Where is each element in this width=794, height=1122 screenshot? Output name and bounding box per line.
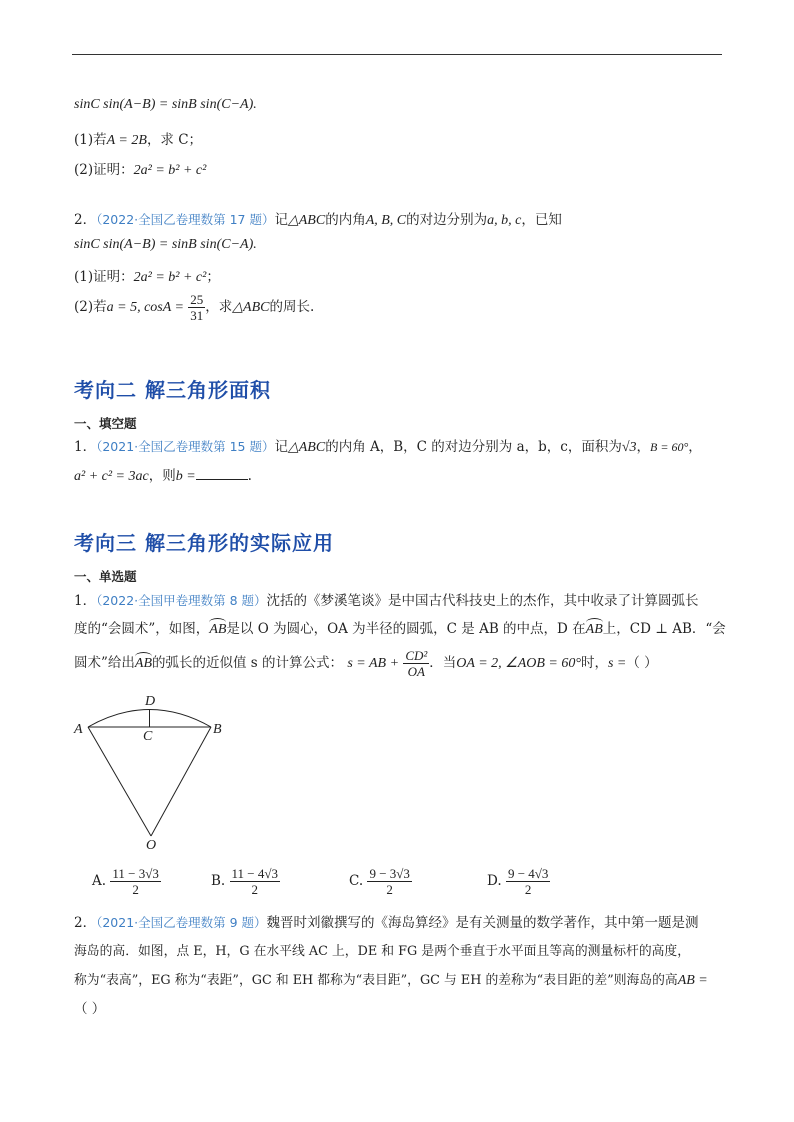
answer-variable: b = bbox=[175, 469, 196, 484]
option-label: D. bbox=[487, 873, 502, 889]
fraction-denominator: 2 bbox=[524, 882, 532, 897]
segment-bo bbox=[151, 727, 211, 836]
text: 沈括的《梦溪笔谈》是中国古代科技史上的杰作，其中收录了计算圆弧长 bbox=[266, 593, 699, 609]
problem-2-line1 bbox=[74, 208, 562, 229]
option-fraction bbox=[110, 866, 160, 897]
condition-math: a² + c² = 3ac bbox=[74, 469, 149, 484]
area-math: √3 bbox=[621, 440, 637, 455]
text: 的内角 A，B，C 的对边分别为 a，b，c，面积为 bbox=[325, 439, 622, 455]
arc-figure bbox=[70, 690, 240, 855]
text: ， bbox=[636, 439, 651, 455]
text: 时， bbox=[580, 655, 608, 671]
q1-line1 bbox=[74, 589, 699, 609]
fraction-denominator: 2 bbox=[251, 882, 258, 897]
text: . bbox=[247, 468, 252, 484]
answer-variable: s = bbox=[607, 656, 627, 671]
condition-math: OA = 2, ∠AOB = 60° bbox=[456, 656, 581, 671]
text: 记 bbox=[274, 212, 288, 228]
fill-problem-line1 bbox=[74, 435, 702, 456]
option-fraction bbox=[367, 866, 411, 897]
label-o: O bbox=[146, 838, 157, 853]
fraction-numerator: 9 − 4√3 bbox=[507, 866, 549, 881]
text: 上，CD ⊥ AB．“会 bbox=[602, 621, 726, 637]
problem-number: 2． bbox=[74, 212, 97, 228]
proof-math: 2a² = b² + c² bbox=[133, 270, 207, 285]
part-2 bbox=[74, 158, 206, 179]
q2-line3 bbox=[74, 969, 708, 989]
part-text: ，求 C； bbox=[146, 132, 203, 148]
option-c[interactable] bbox=[349, 866, 412, 897]
answer-blank[interactable] bbox=[196, 467, 248, 480]
text: ，求 bbox=[205, 299, 233, 315]
fraction-denominator: 31 bbox=[190, 308, 204, 323]
fraction-denominator: OA bbox=[407, 664, 425, 679]
part-label: (1)证明： bbox=[74, 269, 134, 285]
problem-number: 1． bbox=[74, 593, 97, 609]
arc-ab-math: AB bbox=[585, 622, 603, 637]
fraction-numerator: 11 − 4√3 bbox=[231, 866, 278, 881]
triangle-math: △ABC bbox=[287, 440, 326, 455]
problem-number: 2． bbox=[74, 915, 97, 931]
fraction-numerator: CD² bbox=[405, 648, 428, 663]
arc-ab-math: AB bbox=[134, 656, 153, 671]
text: 称为“表高”，EG 称为“表距”，GC 和 EH 都称为“表目距”，GC 与 EH 的差称为“表目距的差”则海岛的高 bbox=[74, 973, 678, 988]
section-subheading: 一、填空题 bbox=[74, 416, 137, 431]
option-fraction bbox=[506, 866, 550, 897]
part-label: (1)若 bbox=[74, 132, 107, 148]
text: ．当 bbox=[429, 655, 457, 671]
section-heading: 考向三 解三角形的实际应用 bbox=[74, 531, 334, 555]
option-label: C. bbox=[349, 873, 364, 889]
problem-2-part-2 bbox=[74, 292, 314, 323]
text: ，则 bbox=[148, 468, 176, 484]
part-1 bbox=[74, 128, 202, 149]
answer-paren: （ ） bbox=[626, 655, 658, 671]
text: 记 bbox=[274, 439, 288, 455]
formula-fraction bbox=[403, 648, 429, 679]
fraction-numerator: 25 bbox=[190, 292, 204, 307]
section-heading: 考向二 解三角形面积 bbox=[74, 378, 271, 402]
label-b: B bbox=[213, 722, 222, 737]
option-fraction bbox=[230, 866, 280, 897]
angle-math: B = 60° bbox=[650, 440, 689, 454]
problem-source: （2021·全国乙卷理数第 15 题） bbox=[96, 439, 275, 454]
q2-line1 bbox=[74, 911, 699, 931]
angles-math: A, B, C bbox=[365, 213, 407, 228]
option-label: A. bbox=[92, 873, 107, 889]
q2-answer-paren: （ ） bbox=[74, 1001, 106, 1017]
fraction-numerator: 11 − 3√3 bbox=[112, 866, 159, 881]
answer-variable: AB = bbox=[677, 973, 708, 988]
segment-ao bbox=[88, 727, 151, 836]
text: 的对边分别为 bbox=[406, 212, 488, 228]
sides-math: a, b, c bbox=[487, 213, 522, 228]
equation-line: sinC sin(A−B) = sinB sin(C−A). bbox=[74, 97, 257, 112]
option-a[interactable] bbox=[92, 866, 161, 897]
problem-2-part-1 bbox=[74, 265, 220, 286]
arc-ab-math: AB bbox=[209, 622, 227, 637]
condition-math: a = 5, cosA = bbox=[106, 300, 184, 315]
text: 是以 O 为圆心，OA 为半径的圆弧，C 是 AB 的中点，D 在 bbox=[226, 621, 586, 637]
label-a: A bbox=[74, 722, 83, 737]
fraction-denominator: 2 bbox=[386, 882, 393, 897]
text: ，已知 bbox=[521, 212, 562, 228]
text: 的周长. bbox=[269, 299, 315, 315]
triangle-math: △ABC bbox=[287, 213, 326, 228]
text: 魏晋时刘徽撰写的《海岛算经》是有关测量的数学著作，其中第一题是测 bbox=[266, 915, 699, 931]
fill-problem-line2 bbox=[74, 464, 252, 485]
text: ， bbox=[688, 439, 702, 455]
fraction-denominator: 2 bbox=[132, 882, 139, 897]
text: 度的“会圆术”，如图， bbox=[74, 621, 210, 637]
option-d[interactable] bbox=[487, 866, 550, 897]
problem-2-equation: sinC sin(A−B) = sinB sin(C−A). bbox=[74, 237, 257, 252]
proof-math: 2a² = b² + c² bbox=[133, 163, 207, 178]
header-rule bbox=[72, 54, 722, 55]
triangle-math: △ABC bbox=[232, 300, 270, 315]
q1-line3 bbox=[74, 648, 658, 679]
part-label: (2)若 bbox=[74, 299, 107, 315]
text: 的弧长的近似值 s 的计算公式： bbox=[152, 655, 344, 671]
problem-number: 1． bbox=[74, 439, 97, 455]
option-label: B. bbox=[211, 873, 226, 889]
text: ； bbox=[206, 269, 220, 285]
label-c: C bbox=[143, 729, 153, 744]
option-b[interactable] bbox=[211, 866, 280, 897]
cos-fraction bbox=[188, 292, 205, 323]
problem-source: （2022·全国甲卷理数第 8 题） bbox=[96, 593, 267, 608]
problem-source: （2022·全国乙卷理数第 17 题） bbox=[96, 212, 275, 227]
q2-line2: 海岛的高．如图，点 E，H，G 在水平线 AC 上，DE 和 FG 是两个垂直于水平面且等高的测量标杆的高度， bbox=[74, 944, 691, 959]
label-d: D bbox=[145, 694, 156, 709]
formula-math: s = AB + bbox=[347, 656, 400, 671]
text: 的内角 bbox=[325, 212, 366, 228]
q1-line2 bbox=[74, 617, 726, 638]
part-label: (2)证明： bbox=[74, 162, 134, 178]
text: 圆术”给出 bbox=[74, 655, 135, 671]
condition-math: A = 2B bbox=[106, 133, 147, 148]
fraction-numerator: 9 − 3√3 bbox=[369, 866, 410, 881]
section-subheading: 一、单选题 bbox=[74, 569, 137, 584]
problem-source: （2021·全国乙卷理数第 9 题） bbox=[96, 915, 267, 930]
